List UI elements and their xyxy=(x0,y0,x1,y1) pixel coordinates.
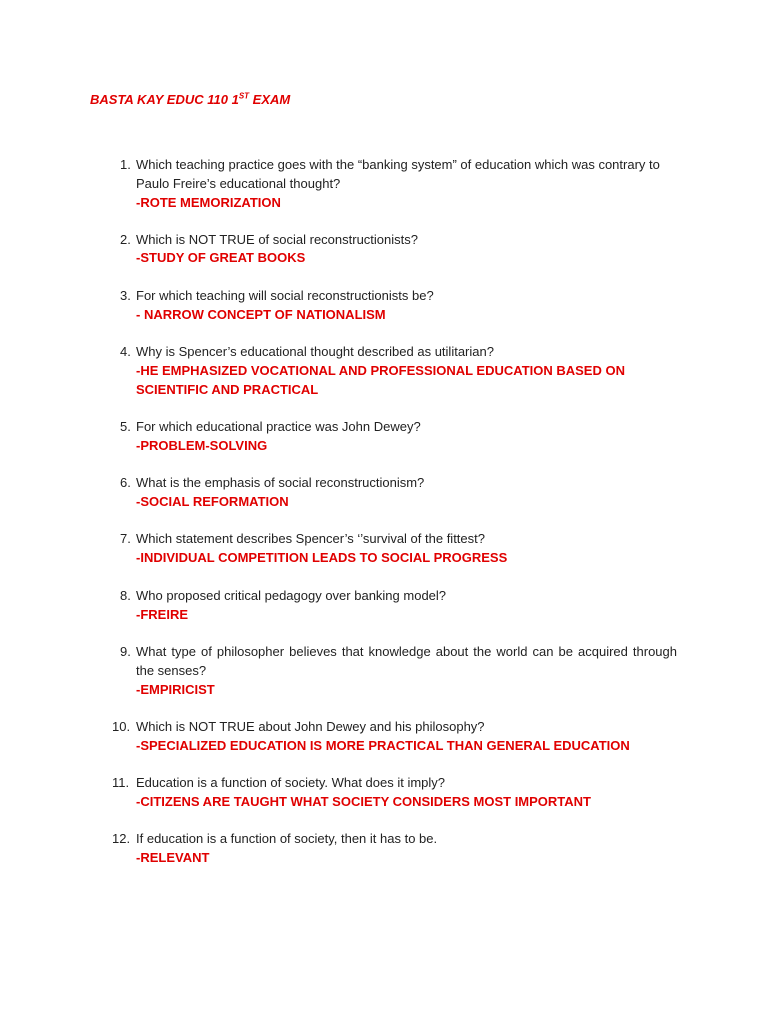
answer-text: -EMPIRICIST xyxy=(136,682,215,697)
question-number: 5. xyxy=(120,419,131,434)
question-number: 9. xyxy=(120,644,131,659)
question-text: If education is a function of society, then it has to be. xyxy=(136,831,438,846)
answer-text: -SPECIALIZED EDUCATION IS MORE PRACTICAL THAN GENERAL EDUCATION xyxy=(136,738,630,753)
question-text: What is the emphasis of social reconstructionism? xyxy=(136,475,425,490)
question-number: 2. xyxy=(120,232,131,247)
title-suffix: EXAM xyxy=(249,92,291,107)
question-text: For which teaching will social reconstructionists be? xyxy=(136,288,434,303)
answer-text: -PROBLEM-SOLVING xyxy=(136,438,268,453)
answer-text: - NARROW CONCEPT OF NATIONALISM xyxy=(136,307,386,322)
question-number: 4. xyxy=(120,344,131,359)
question-number: 6. xyxy=(120,475,131,490)
question-number: 1. xyxy=(120,157,131,172)
question-number: 7. xyxy=(120,531,131,546)
question-text: Which teaching practice goes with the “banking system” of education which was contrary to Paulo Freire’s educational thought? xyxy=(136,157,660,191)
question-text: Which is NOT TRUE of social reconstructionists? xyxy=(136,232,418,247)
title-main: BASTA KAY EDUC 110 1 xyxy=(90,92,239,107)
answer-text: -HE EMPHASIZED VOCATIONAL AND PROFESSIONAL EDUCATION BASED ON SCIENTIFIC AND PRACTICAL xyxy=(136,363,625,397)
question-text: Which is NOT TRUE about John Dewey and his philosophy? xyxy=(136,719,485,734)
question-text: Who proposed critical pedagogy over banking model? xyxy=(136,588,447,603)
question-text: For which educational practice was John Dewey? xyxy=(136,419,421,434)
answer-text: -ROTE MEMORIZATION xyxy=(136,195,281,210)
answer-text: -SOCIAL REFORMATION xyxy=(136,494,289,509)
question-number: 8. xyxy=(120,588,131,603)
answer-text: -INDIVIDUAL COMPETITION LEADS TO SOCIAL PROGRESS xyxy=(136,550,508,565)
question-number: 3. xyxy=(120,288,131,303)
answer-text: -RELEVANT xyxy=(136,850,210,865)
document-title xyxy=(90,92,290,107)
answer-text: -CITIZENS ARE TAUGHT WHAT SOCIETY CONSIDERS MOST IMPORTANT xyxy=(136,794,591,809)
title-superscript: ST xyxy=(238,91,250,101)
question-text: Why is Spencer’s educational thought described as utilitarian? xyxy=(136,344,494,359)
question-number: 10. xyxy=(112,719,131,734)
question-number: 11. xyxy=(112,775,130,790)
answer-text: -STUDY OF GREAT BOOKS xyxy=(136,250,306,265)
question-text: What type of philosopher believes that knowledge about the world can be acquired through the senses? xyxy=(136,644,677,678)
question-number: 12. xyxy=(112,831,131,846)
question-text: Which statement describes Spencer’s ‘’survival of the fittest? xyxy=(136,531,485,546)
question-text: Education is a function of society. What does it imply? xyxy=(136,775,446,790)
answer-text: -FREIRE xyxy=(136,607,188,622)
